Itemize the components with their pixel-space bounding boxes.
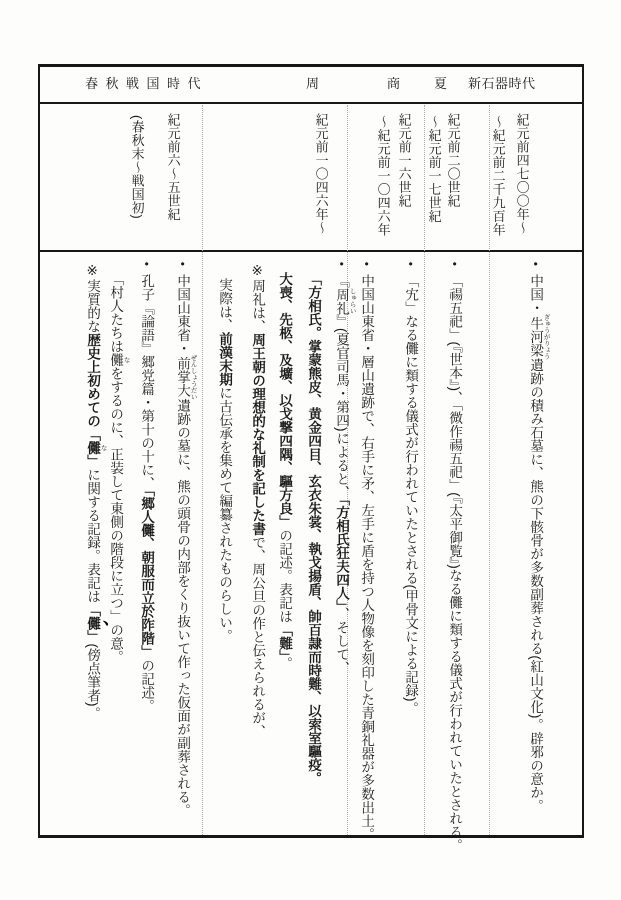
date-neolithic-line2: 〜紀元前二千九百年 — [490, 115, 506, 237]
entry-shang-oracle-rite: ●「宄」なる儺に類する儀式が行われていたとされる(甲骨文による記録)。 — [403, 259, 419, 715]
entry-xia-yang-wusi: ●「禓五祀」(『世本』)、「微作禓五祀」(『太平御覧』)なる儺に類する儀式が行われていたとされる。 — [447, 259, 463, 853]
date-neolithic-line1: 紀元前四七〇〇年〜 — [514, 113, 530, 235]
entry-shunju-analects-line2: 「村人たちは儺 なをするのに、正装して東側の階段に立つ」の意。 — [108, 272, 130, 664]
dates-divider — [40, 250, 582, 252]
date-xia-line1: 紀元前二〇世紀 — [445, 113, 461, 208]
header-zhou: 周 — [306, 76, 320, 91]
column-divider-zhou-shunju — [202, 105, 203, 835]
header-shunju-sengoku: 春秋戦国時代 — [85, 76, 209, 91]
header-shang: 商 — [387, 76, 401, 91]
note-zhouli-compilation-line2: 実際は、前漢末期に古伝承を集めて編纂されたものらしい。 — [217, 278, 233, 643]
entry-zhou-zhouli-line1: ●『周礼 しゅらい』(夏官司馬・第四)によると、「方相氏狂夫四人」、そして、 — [334, 259, 356, 675]
date-zhou-line1: 紀元前一〇四六年〜 — [313, 113, 329, 235]
note-zhouli-compilation-line1: ※周礼は、周王朝の理想的な礼制を記した書で、周公旦の作と伝えられるが、 — [250, 263, 266, 738]
entry-zhou-zhouli-line2: 「方相氏。掌蒙熊皮、黄金四目、玄衣朱裳、執戈揚盾、帥百隷而時難、以索室驅疫。 — [306, 272, 322, 785]
header-divider — [40, 102, 582, 104]
column-divider-neolithic-xia — [489, 105, 490, 835]
entry-shunju-analects-line1: ●孔子『論語』郷党篇・第十の十に、「郷人儺、朝服而立於阼階」の記述。 — [139, 259, 155, 713]
date-xia-line2: 〜紀元前一七世紀 — [426, 115, 442, 223]
header-xia: 夏 — [434, 76, 448, 91]
note-first-nuo-record: ※実質的な歴史上初めての「儺 な」に関する記録。表記は「儺」(傍点筆者)。 — [85, 263, 107, 720]
entry-neolithic-burial: ●中国・牛河梁 ぎゅうがりょう遺跡の積み石墓に、熊の下骸骨が多数副葬される(紅山文化)。辟邪の意か。 — [528, 259, 550, 813]
date-shang-line1: 紀元前一六世紀 — [396, 113, 412, 208]
entry-shunju-bear-mask: ●中国山東省・前掌大 ぜんしょうだい遺跡の墓に、熊の頭骨の内部をくり抜いて作った仮面が副葬される。 — [175, 259, 197, 818]
chronology-table — [38, 64, 584, 853]
date-shang-line2: 〜紀元前一〇四六年 — [375, 115, 391, 237]
header-neolithic: 新石器時代 — [468, 76, 536, 91]
date-shunju-line2: (春秋末〜戦国初) — [129, 115, 145, 220]
column-divider-xia-shang — [424, 105, 425, 835]
entry-zhou-zhouli-line3: 大喪、先柩、及壙、以戈撃四隅、驅方良」の記述。表記は「難」。 — [277, 272, 293, 671]
entry-shang-bronze-vessels: ●中国山東省・層山遺跡で、右手に矛、左手に盾を持つ人物像を刻印した青銅礼器が多数出土。 — [359, 259, 375, 841]
date-shunju-line1: 紀元前六〜五世紀 — [165, 113, 181, 221]
